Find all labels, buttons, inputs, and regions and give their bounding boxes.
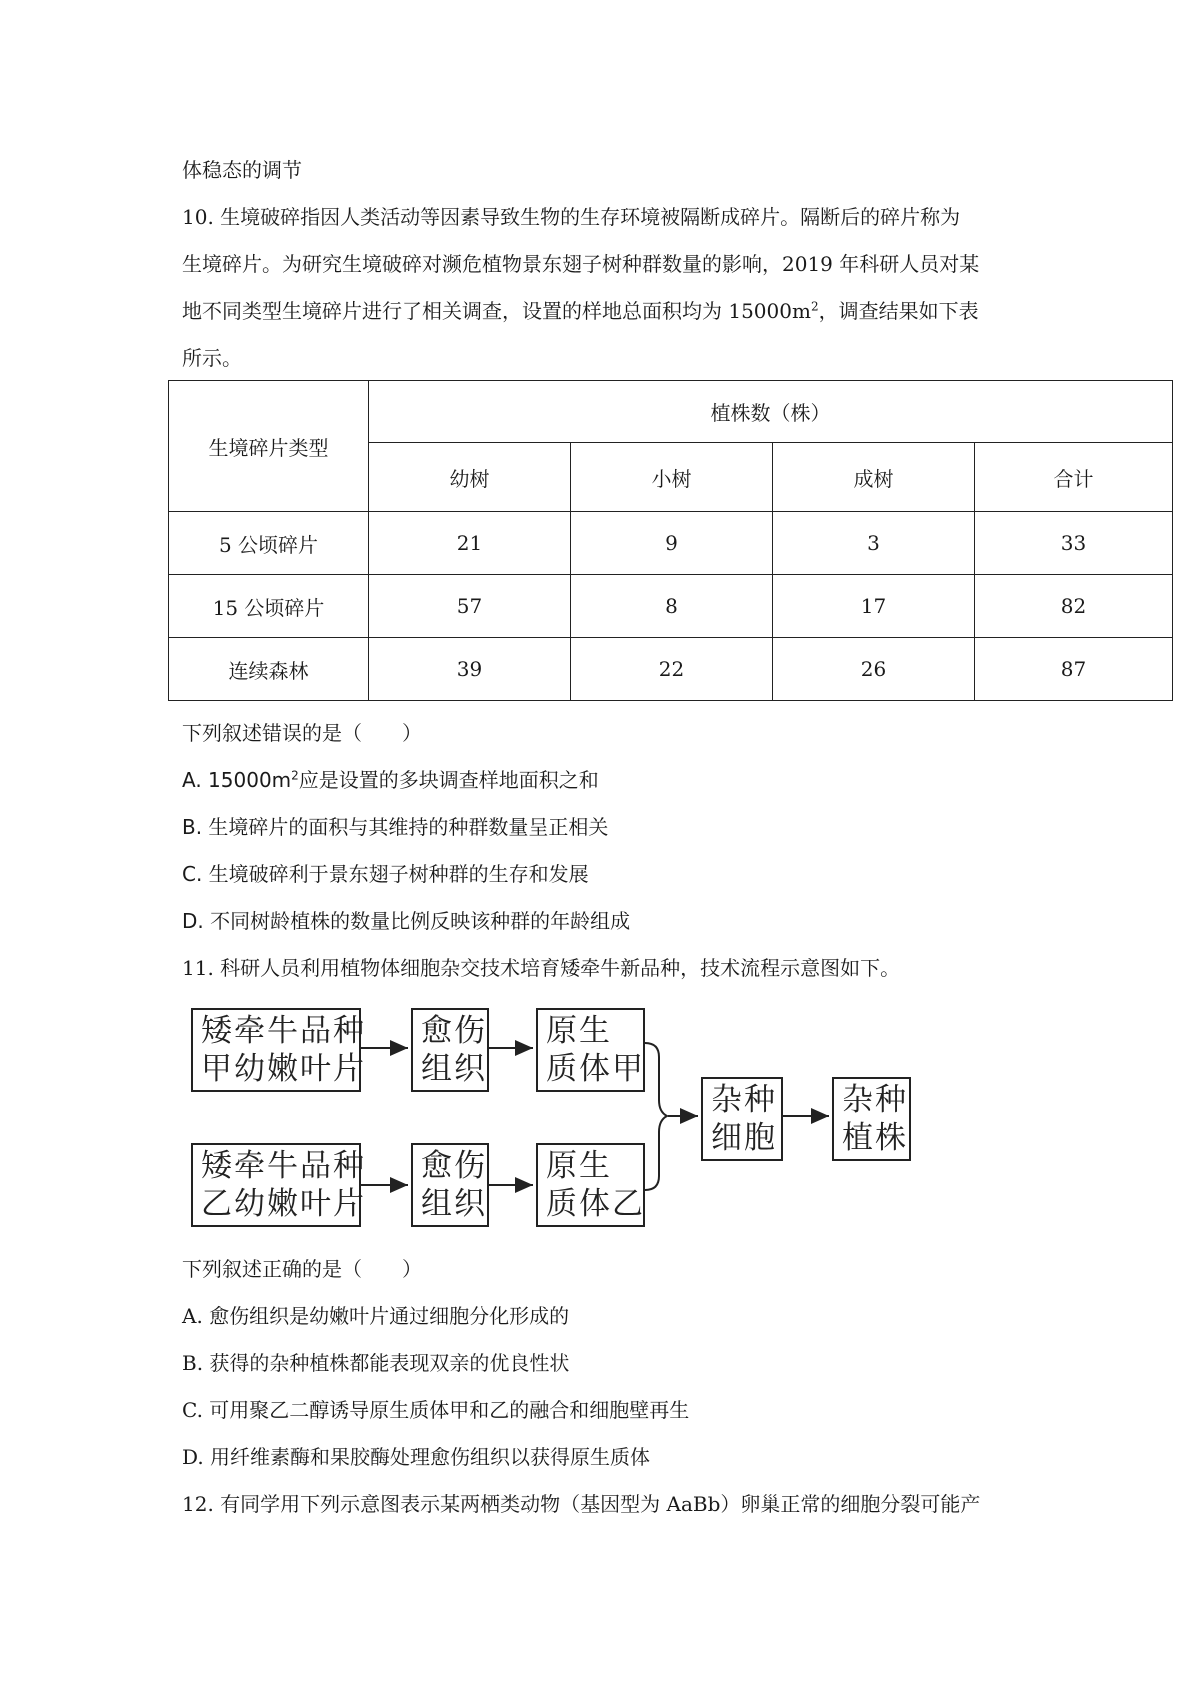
column-header: 小树 xyxy=(571,443,773,512)
table-cell: 9 xyxy=(571,512,773,575)
q10-stem-line-1: 10. 生境破碎指因人类活动等因素导致生物的生存环境被隔断成碎片。隔断后的碎片称为 xyxy=(182,205,961,229)
intro-text: 体稳态的调节 xyxy=(182,158,302,182)
q10-stem-line-2: 生境碎片。为研究生境破碎对濒危植物景东翅子树种群数量的影响，2019 年科研人员对某 xyxy=(182,252,980,276)
table-cell: 17 xyxy=(773,575,975,638)
column-header: 幼树 xyxy=(369,443,571,512)
superscript: 2 xyxy=(291,768,299,783)
flow-box-hybrid-plant: 杂种 植株 xyxy=(832,1077,911,1161)
q11-option-a: A. 愈伤组织是幼嫩叶片通过细胞分化形成的 xyxy=(182,1304,570,1328)
flow-box-leaf-b: 矮牵牛品种 乙幼嫩叶片 xyxy=(191,1143,361,1227)
q11-prompt: 下列叙述正确的是（ ） xyxy=(182,1257,422,1281)
table-cell: 8 xyxy=(571,575,773,638)
column-header: 成树 xyxy=(773,443,975,512)
q10-stem-line-4: 所示。 xyxy=(182,346,242,370)
q10-option-c: C. 生境破碎利于景东翅子树种群的生存和发展 xyxy=(182,862,589,886)
column-header: 合计 xyxy=(975,443,1173,512)
q10-option-d: D. 不同树龄植株的数量比例反映该种群的年龄组成 xyxy=(182,909,631,933)
q10-stem-line-3: 地不同类型生境碎片进行了相关调查，设置的样地总面积均为 $15000m^2$，调查结果如下表 xyxy=(182,299,979,323)
q11-stem: 11. 科研人员利用植物体细胞杂交技术培育矮牵牛新品种，技术流程示意图如下。 xyxy=(182,956,901,980)
row-header: 生境碎片类型 xyxy=(169,381,369,512)
table-cell: 26 xyxy=(773,638,975,701)
q10-option-b: B. 生境碎片的面积与其维持的种群数量呈正相关 xyxy=(182,815,609,839)
table-cell: 21 xyxy=(369,512,571,575)
brace xyxy=(645,1043,667,1190)
table-cell: 3 xyxy=(773,512,975,575)
row-label: 15 公顷碎片 xyxy=(169,575,369,638)
q10-option-a: A. $15000m^2$应是设置的多块调查样地面积之和 xyxy=(182,768,599,792)
superscript: 2 xyxy=(810,299,819,314)
flow-box-callus-a: 愈伤 组织 xyxy=(411,1008,489,1092)
flow-box-callus-b: 愈伤 组织 xyxy=(411,1143,489,1227)
q11-option-b: B. 获得的杂种植株都能表现双亲的优良性状 xyxy=(182,1351,570,1375)
q10-prompt: 下列叙述错误的是（ ） xyxy=(182,721,422,745)
flow-box-protoplast-a: 原生 质体甲 xyxy=(536,1008,645,1092)
table-cell: 82 xyxy=(975,575,1173,638)
table-cell: 57 xyxy=(369,575,571,638)
q11-option-c: C. 可用聚乙二醇诱导原生质体甲和乙的融合和细胞壁再生 xyxy=(182,1398,690,1422)
row-label: 5 公顷碎片 xyxy=(169,512,369,575)
q11-option-d: D. 用纤维素酶和果胶酶处理愈伤组织以获得原生质体 xyxy=(182,1445,651,1469)
group-header: 植株数（株） xyxy=(369,381,1173,443)
flow-box-protoplast-b: 原生 质体乙 xyxy=(536,1143,645,1227)
q12-stem: 12. 有同学用下列示意图表示某两栖类动物（基因型为 AaBb）卵巢正常的细胞分裂可能产 xyxy=(182,1492,981,1516)
table-cell: 87 xyxy=(975,638,1173,701)
flow-box-hybrid-cell: 杂种 细胞 xyxy=(701,1077,783,1161)
table-cell: 39 xyxy=(369,638,571,701)
table-cell: 22 xyxy=(571,638,773,701)
row-label: 连续森林 xyxy=(169,638,369,701)
flow-box-leaf-a: 矮牵牛品种 甲幼嫩叶片 xyxy=(191,1008,361,1092)
table-cell: 33 xyxy=(975,512,1173,575)
